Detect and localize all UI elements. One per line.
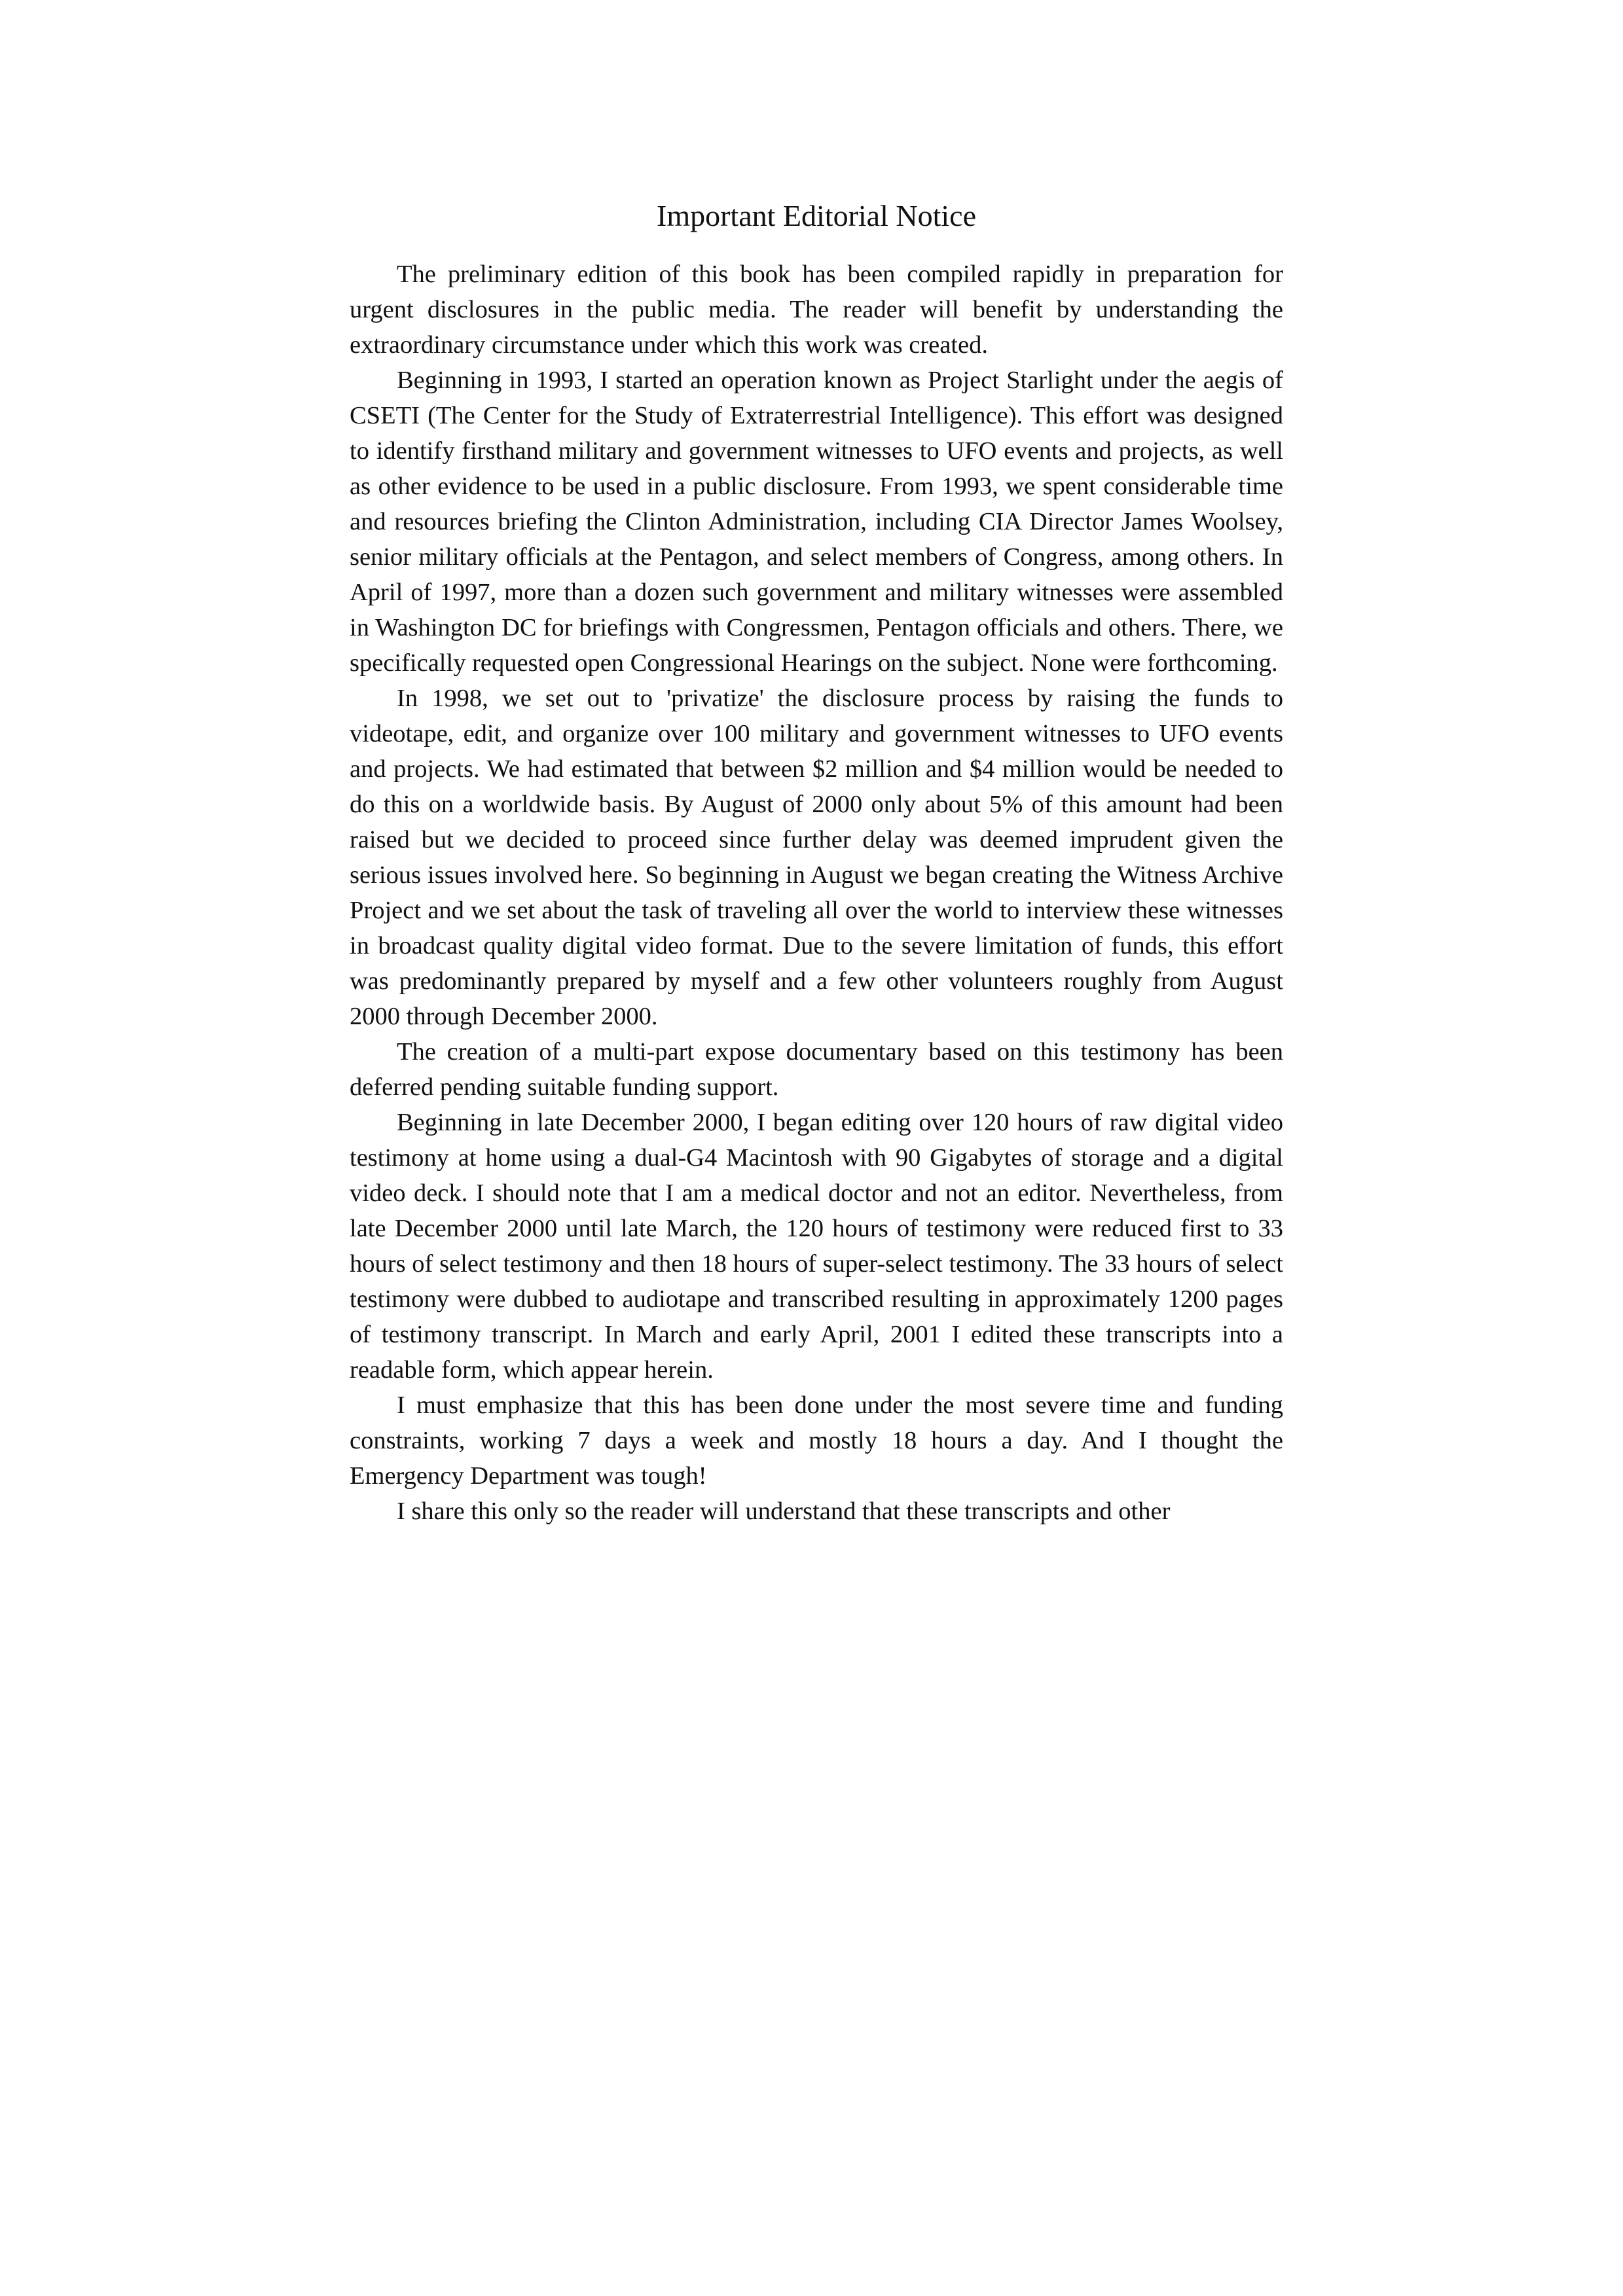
paragraph-1: The preliminary edition of this book has been compiled rapidly in preparation for urgent disclosures in the public media. The reader will benefit by understanding the extraordinary circumstance under which this work was created. — [350, 260, 1283, 359]
text-block — [350, 196, 1283, 1529]
paragraph-4: The creation of a multi-part expose documentary based on this testimony has been deferred pending suitable funding support. — [350, 1038, 1283, 1101]
paragraph-5: Beginning in late December 2000, I began editing over 120 hours of raw digital video testimony at home using a dual-G4 Macintosh with 90 Gigabytes of storage and a digital video deck. I should note that I am a medical doctor and not an editor. Nevertheless, from late December 2000 until late March, the 120 hours of testimony were reduced first to 33 hours of select testimony and then 18 hours of super-select testimony. The 33 hours of select testimony were dubbed to audiotape and transcribed resulting in approximately 1200 pages of testimony transcript. In March and early April, 2001 I edited these transcripts into a readable form, which appear herein. — [350, 1109, 1283, 1384]
paragraph-6: I must emphasize that this has been done under the most severe time and funding constraints, working 7 days a week and mostly 18 hours a day. And I thought the Emergency Department was tough! — [350, 1391, 1283, 1490]
page-title: Important Editorial Notice — [657, 199, 976, 232]
paragraph-7: I share this only so the reader will understand that these transcripts and other — [397, 1498, 1171, 1525]
paragraph-3: In 1998, we set out to 'privatize' the disclosure process by raising the funds to videotape, edit, and organize over 100 military and government witnesses to UFO events and projects. We had estimated that between $2 million and $4 million would be needed to do this on a worldwide basis. By August of 2000 only about 5% of this amount had been raised but we decided to proceed since further delay was deemed imprudent given the serious issues involved here. So beginning in August we began creating the Witness Archive Project and we set about the task of traveling all over the world to interview these witnesses in broadcast quality digital video format. Due to the severe limitation of funds, this effort was predominantly prepared by myself and a few other volunteers roughly from August 2000 through December 2000. — [350, 685, 1283, 1030]
paragraph-2: Beginning in 1993, I started an operation known as Project Starlight under the aegis of CSETI (The Center for the Study of Extraterrestrial Intelligence). This effort was designed to identify firsthand military and government witnesses to UFO events and projects, as well as other evidence to be used in a public disclosure. From 1993, we spent considerable time and resources briefing the Clinton Administration, including CIA Director James Woolsey, senior military officials at the Pentagon, and select members of Congress, among others. In April of 1997, more than a dozen such government and military witnesses were assembled in Washington DC for briefings with Congressmen, Pentagon officials and others. There, we specifically requested open Congressional Hearings on the subject. None were forthcoming. — [350, 367, 1283, 677]
